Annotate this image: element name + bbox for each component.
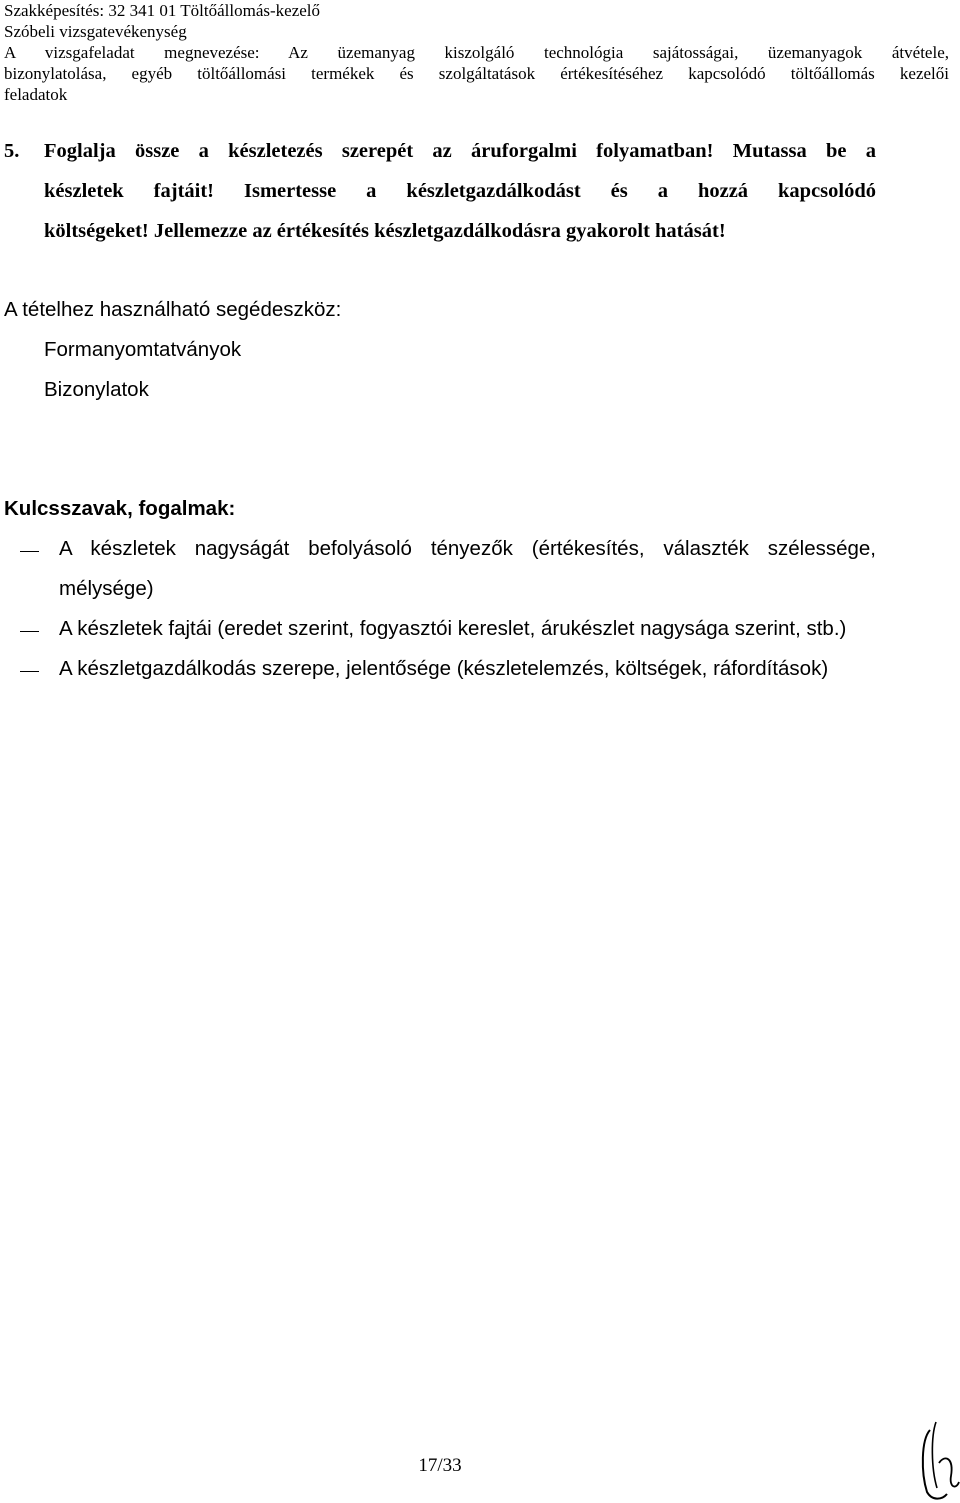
task-line-3: költségeket! Jellemezze az értékesítés készletgazdálkodásra gyakorolt hatását! bbox=[44, 220, 726, 242]
task-line-2: készletek fajtáit! Ismertesse a készletgazdálkodást és a hozzá kapcsolódó bbox=[44, 180, 876, 202]
keyword-text: A készletek nagyságát befolyásoló tényezők (értékesítés, választék szélessége, mélysége) bbox=[59, 537, 876, 600]
keyword-item bbox=[4, 529, 876, 609]
tool-item: Formanyomtatványok bbox=[44, 338, 242, 361]
keyword-item bbox=[4, 649, 876, 689]
keyword-item bbox=[4, 609, 876, 649]
task-block bbox=[4, 131, 876, 251]
keyword-text: A készletgazdálkodás szerepe, jelentősége (készletelemzés, költségek, ráfordítások) bbox=[59, 657, 829, 680]
header-task-title-line-2: bizonylatolása, egyéb töltőállomási termékek és szolgáltatások értékesítéséhez kapcsolódó töltőállomás kezelői bbox=[4, 64, 949, 83]
page-header bbox=[4, 0, 949, 105]
header-task-title-line-1: A vizsgafeladat megnevezése: Az üzemanyag kiszolgáló technológia sajátosságai, üzemanyagok átvétele, bbox=[4, 43, 949, 62]
header-task-title-line-3: feladatok bbox=[4, 85, 68, 104]
dash-bullet-icon bbox=[20, 551, 39, 552]
header-exam-activity: Szóbeli vizsgatevékenység bbox=[4, 22, 187, 41]
dash-bullet-icon bbox=[20, 671, 39, 672]
page-number: 17/33 bbox=[418, 1455, 462, 1476]
task-number: 5. bbox=[4, 140, 20, 162]
keywords-section bbox=[4, 489, 876, 689]
dash-bullet-icon bbox=[20, 631, 39, 632]
keywords-heading: Kulcsszavak, fogalmak: bbox=[4, 497, 236, 520]
task-line-1: Foglalja össze a készletezés szerepét az áruforgalmi folyamatban! Mutassa be a bbox=[44, 140, 876, 162]
task-text bbox=[44, 131, 876, 251]
tool-item: Bizonylatok bbox=[44, 378, 149, 401]
tools-section bbox=[4, 290, 341, 410]
tools-heading: A tételhez használható segédeszköz: bbox=[4, 298, 342, 321]
keyword-text: A készletek fajtái (eredet szerint, fogyasztói kereslet, árukészlet nagysága szerint, stb.) bbox=[59, 617, 847, 640]
header-qualification: Szakképesítés: 32 341 01 Töltőállomás-kezelő bbox=[4, 1, 321, 20]
signature-icon bbox=[918, 1418, 960, 1503]
